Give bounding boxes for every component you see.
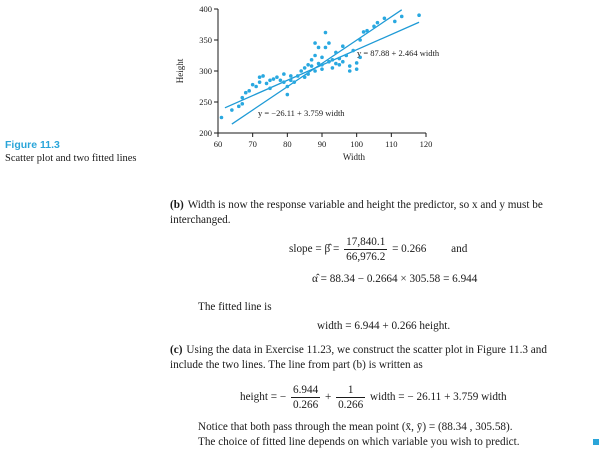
- notice-line: Notice that both pass through the mean point (x̄, ȳ) = (88.34 , 305.58).: [198, 421, 513, 433]
- data-point: [306, 72, 310, 76]
- part-b-body: Width is now the response variable and height the predictor, so x and y must be interchanged.: [170, 199, 543, 226]
- data-point: [317, 46, 321, 50]
- data-point: [355, 61, 359, 65]
- height-rhs: width = − 26.11 + 3.759 width: [370, 391, 507, 404]
- data-point: [275, 75, 279, 79]
- data-point: [327, 60, 331, 64]
- data-point: [279, 79, 283, 83]
- data-point: [296, 74, 300, 78]
- data-point: [344, 54, 348, 58]
- data-point: [306, 63, 310, 67]
- part-c-body: Using the data in Exercise 11.23, we construct the scatter plot in Figure 11.3 and include the two lines. The line from part (b) is written as: [170, 344, 547, 371]
- data-point: [362, 30, 366, 34]
- x-tick-label: 120: [419, 139, 433, 149]
- data-point: [341, 44, 345, 48]
- data-point: [358, 38, 362, 42]
- part-c-label: (c): [170, 344, 183, 356]
- data-point: [348, 64, 352, 68]
- data-point: [383, 17, 387, 21]
- data-point: [258, 80, 262, 84]
- data-point: [338, 57, 342, 61]
- data-point: [331, 66, 335, 70]
- data-point: [268, 79, 272, 83]
- data-point: [265, 82, 269, 86]
- data-point: [320, 67, 324, 71]
- data-point: [289, 79, 293, 83]
- data-point: [303, 66, 307, 70]
- y-tick-label: 350: [199, 35, 212, 45]
- part-c: [170, 343, 580, 373]
- x-axis-label: Width: [342, 152, 366, 162]
- height-fraction-1: [291, 384, 320, 411]
- data-point: [313, 54, 317, 58]
- data-point: [282, 72, 286, 76]
- data-point: [237, 105, 241, 109]
- y-tick-label: 400: [199, 4, 212, 14]
- slope-rhs: = 0.266: [392, 243, 427, 256]
- data-point: [268, 87, 272, 91]
- x-tick-label: 110: [385, 139, 398, 149]
- fitted-line-width: [232, 10, 402, 124]
- data-point: [310, 58, 314, 62]
- data-point: [324, 46, 328, 50]
- end-of-solution-marker: [593, 439, 599, 445]
- data-point: [247, 89, 251, 93]
- data-point: [320, 56, 324, 60]
- slope-lhs: slope = β̂ =: [289, 243, 340, 256]
- data-point: [220, 116, 224, 120]
- h-den2: 0.266: [338, 399, 364, 411]
- data-point: [348, 69, 352, 73]
- data-point: [327, 41, 331, 45]
- slope-numerator: 17,840.1: [346, 236, 386, 248]
- data-point: [417, 13, 421, 17]
- height-lhs: height = −: [240, 391, 287, 404]
- line-label-2: y = −26.11 + 3.759 width: [258, 108, 345, 118]
- height-plus: +: [324, 391, 332, 404]
- fitted-equation: width = 6.944 + 0.266 height.: [317, 320, 451, 332]
- height-equation: [240, 384, 507, 411]
- slope-denominator: 66,976.2: [346, 251, 386, 263]
- x-tick-label: 60: [213, 139, 223, 149]
- data-point: [372, 25, 376, 29]
- data-point: [355, 67, 359, 71]
- y-tick-label: 300: [199, 66, 212, 76]
- data-point: [286, 93, 290, 97]
- and-word: and: [451, 243, 468, 256]
- data-point: [261, 74, 265, 78]
- data-point: [317, 62, 321, 66]
- data-point: [230, 108, 234, 112]
- data-point: [258, 75, 262, 79]
- data-point: [299, 69, 303, 73]
- height-fraction-2: [336, 384, 365, 411]
- figure-label: Figure 11.3: [5, 139, 60, 151]
- data-point: [331, 58, 335, 62]
- data-point: [310, 64, 314, 68]
- data-point: [320, 63, 324, 67]
- data-point: [244, 91, 248, 95]
- data-point: [292, 80, 296, 84]
- data-point: [324, 31, 328, 35]
- data-point: [251, 83, 255, 87]
- data-point: [341, 60, 345, 64]
- data-point: [272, 77, 276, 81]
- figure-caption: Scatter plot and two fitted lines: [5, 153, 137, 164]
- line-label-1: y = 87.88 + 2.464 width: [357, 48, 440, 58]
- slope-equation: [289, 236, 467, 263]
- x-tick-label: 90: [317, 139, 327, 149]
- data-point: [289, 74, 293, 78]
- part-b: [170, 198, 590, 228]
- h-den1: 0.266: [292, 399, 319, 411]
- y-tick-label: 250: [199, 97, 212, 107]
- data-point: [376, 21, 380, 25]
- data-point: [313, 41, 317, 45]
- x-tick-label: 100: [350, 139, 364, 149]
- x-tick-label: 80: [283, 139, 292, 149]
- data-point: [282, 80, 286, 84]
- data-point: [254, 85, 258, 89]
- choice-line: The choice of fitted line depends on which variable you wish to predict.: [198, 436, 520, 448]
- slope-fraction: [344, 236, 387, 263]
- h-num1: 6.944: [292, 384, 319, 396]
- data-point: [351, 49, 355, 53]
- y-axis-label: Height: [175, 58, 185, 84]
- part-b-label: (b): [170, 199, 184, 211]
- data-point: [313, 69, 317, 73]
- data-point: [240, 102, 244, 106]
- h-num2: 1: [336, 384, 365, 398]
- data-point: [338, 63, 342, 67]
- data-point: [393, 20, 397, 24]
- data-point: [303, 75, 307, 79]
- data-point: [400, 15, 404, 19]
- data-point: [365, 29, 369, 33]
- alpha-equation: α̂ = 88.34 − 0.2664 × 305.58 = 6.944: [312, 273, 478, 285]
- y-tick-label: 200: [199, 128, 212, 138]
- data-point: [286, 85, 290, 89]
- scatter-chart: [0, 0, 602, 175]
- x-tick-label: 70: [248, 139, 257, 149]
- data-point: [334, 51, 338, 55]
- fitted-intro: The fitted line is: [198, 301, 272, 313]
- data-point: [240, 96, 244, 100]
- data-point: [334, 62, 338, 66]
